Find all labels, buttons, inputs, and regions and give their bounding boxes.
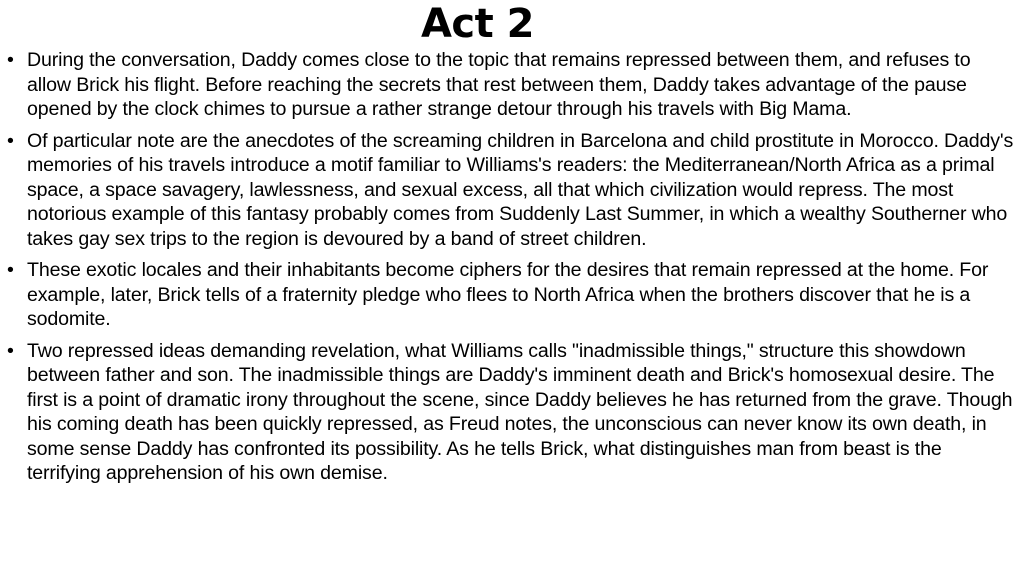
bullet-item-2: • Of particular note are the anecdotes of the screaming children in Barcelona and child prostitute in Morocco. Daddy's memories of his travels introduce a motif familiar to Williams's readers: the Mediterranean/North Africa as a primal space, a space savagery, lawlessness, and sexual excess, all that which civilization would repress. The most notorious example of this fantasy probably comes from Suddenly Last Summer, in which a wealthy Southerner who takes gay sex trips to the region is devoured by a band of street children.	[0, 129, 1024, 252]
bullet-item-4: • Two repressed ideas demanding revelation, what Williams calls "inadmissible things," structure this showdown between father and son. The inadmissible things are Daddy's imminent death and Brick's homosexual desire. The first is a point of dramatic irony throughout the scene, since Daddy believes he has returned from the grave. Though his coming death has been quickly repressed, as Freud notes, the unconscious can never know its own death, in some sense Daddy has confronted its possibility. As he tells Brick, what distinguishes man from beast is the terrifying apprehension of his own demise.	[0, 339, 1024, 486]
bullet-item-1: • During the conversation, Daddy comes close to the topic that remains repressed between them, and refuses to allow Brick his flight. Before reaching the secrets that rest between them, Daddy takes advantage of the pause opened by the clock chimes to pursue a rather strange detour through his travels with Big Mama.	[0, 48, 1024, 122]
slide-title: Act 2	[420, 1, 535, 47]
bullet-item-3: • These exotic locales and their inhabitants become ciphers for the desires that remain repressed at the home. For example, later, Brick tells of a fraternity pledge who flees to North Africa when the brothers discover that he is a sodomite.	[0, 258, 1024, 332]
bullet-list	[0, 48, 1024, 493]
